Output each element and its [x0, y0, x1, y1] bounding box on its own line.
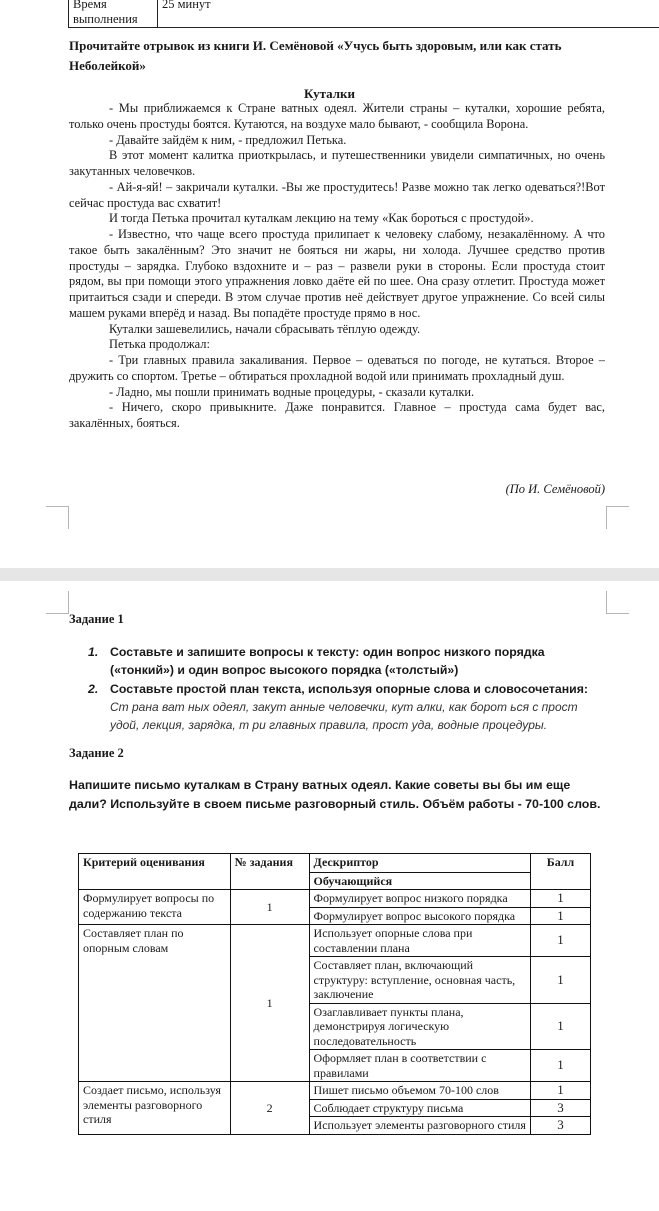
story-text [69, 101, 605, 432]
page-separator [0, 568, 659, 581]
criterion-cell: Составляет план по опорным словам [79, 925, 231, 1082]
header-descriptor: Дескриптор [309, 854, 531, 873]
descriptor-cell: Использует опорные слова при составлении плана [309, 925, 531, 957]
page-corner-mark [46, 591, 69, 614]
task1-list [88, 643, 608, 735]
reading-instruction: Прочитайте отрывок из книги И. Семёновой «Учусь быть здоровым, или как стать Неболейкой» [69, 38, 562, 73]
score-cell: 3 [531, 1117, 591, 1135]
page-corner-mark [606, 591, 629, 614]
task1-keywords: Ст рана ват ных одеял, закут анные человечки, кут алки, как борот ься с прост удой, лекция, зарядка, т ри главных правила, прост уда, водные процедуры. [110, 700, 578, 732]
story-paragraph: В этот момент калитка приоткрылась, и путешественники увидели симпатичных, но очень закутанных человечков. [69, 148, 605, 178]
score-cell: 1 [531, 907, 591, 925]
task1-item [88, 643, 608, 679]
task1-item [88, 680, 608, 734]
header-student: Обучающийся [309, 872, 531, 890]
story-paragraph: - Ай-я-яй! – закричали куталки. -Вы же простудитесь! Разве можно так легко одеваться?!Вот сейчас простуда вас схватит! [69, 179, 605, 210]
score-cell: 1 [531, 925, 591, 957]
score-cell: 1 [531, 890, 591, 908]
story-paragraph: - Три главных правила закаливания. Первое – одеваться по погоде, не кутаться. Второе – дружить со спортом. Третье – обтираться прохладной водой или принимать прохладный душ. [69, 353, 605, 383]
criterion-cell: Создает письмо, используя элементы разговорного стиля [79, 1082, 231, 1135]
criterion-cell: Формулирует вопросы по содержанию текста [79, 890, 231, 925]
score-cell: 1 [531, 957, 591, 1004]
time-value: 25 минут [158, 0, 659, 28]
story-author: (По И. Семёновой) [505, 482, 605, 496]
time-table [68, 0, 659, 28]
story-paragraph: - Мы приближаемся к Стране ватных одеял. Жители страны – куталки, хорошие ребята, только очень простуды боятся. Кутаются, на воздухе мало бывают, - сообщила Ворона. [69, 101, 605, 131]
page-1 [0, 0, 659, 568]
story-paragraph: Куталки зашевелились, начали сбрасывать тёплую одежду. [109, 321, 421, 336]
descriptor-cell: Оформляет план в соответствии с правилами [309, 1050, 531, 1082]
descriptor-cell: Формулирует вопрос высокого порядка [309, 907, 531, 925]
story-paragraph: И тогда Петька прочитал куталкам лекцию на тему «Как бороться с простудой». [109, 211, 534, 226]
descriptor-cell: Составляет план, включающий структуру: вступление, основная часть, заключение [309, 957, 531, 1004]
task1-item-number: 1. [88, 645, 99, 659]
score-cell: 1 [531, 1082, 591, 1100]
header-criterion: Критерий оценивания [79, 854, 231, 890]
task2-title: Задание 2 [69, 746, 124, 760]
task1-item-text: Составьте простой план текста, используя опорные слова и словосочетания: [110, 682, 589, 696]
descriptor-cell: Использует элементы разговорного стиля [309, 1117, 531, 1135]
story-paragraph: - Ничего, скоро привыкните. Даже понравится. Главное – простуда сама будет вас, закалённых, бояться. [69, 400, 605, 430]
page-corner-mark [46, 506, 69, 529]
task-number-cell: 2 [230, 1082, 309, 1135]
page-corner-mark [606, 506, 629, 529]
descriptor-cell: Соблюдает структуру письма [309, 1099, 531, 1117]
descriptor-cell: Пишет письмо объемом 70-100 слов [309, 1082, 531, 1100]
task2-text: Напишите письмо куталкам в Страну ватных одеял. Какие советы вы бы им еще дали? Используйте в своем письме разговорный стиль. Объём работы - 70-100 слов. [69, 778, 601, 811]
task-number-cell: 1 [230, 925, 309, 1082]
task-number-cell: 1 [230, 890, 309, 925]
story-paragraph: - Ладно, мы пошли принимать водные процедуры, - сказали куталки. [109, 384, 475, 399]
story-paragraph: - Давайте зайдём к ним, - предложил Петька. [109, 132, 347, 147]
score-cell: 1 [531, 1050, 591, 1082]
score-cell: 1 [531, 1003, 591, 1050]
criteria-table [78, 853, 591, 1135]
story-paragraph: Петька продолжал: [109, 337, 210, 352]
header-score: Балл [531, 854, 591, 890]
header-task-number: № задания [230, 854, 309, 890]
task1-item-number: 2. [88, 682, 99, 696]
score-cell: 3 [531, 1099, 591, 1117]
time-label: Время выполнения [69, 0, 158, 28]
story-title: Куталки [303, 86, 356, 101]
descriptor-cell: Формулирует вопрос низкого порядка [309, 890, 531, 908]
task1-item-text: Составьте и запишите вопросы к тексту: один вопрос низкого порядка («тонкий») и один вопрос высокого порядка («толстый») [110, 645, 545, 677]
descriptor-cell: Озаглавливает пункты плана, демонстрируя логическую последовательность [309, 1003, 531, 1050]
task1-title: Задание 1 [69, 612, 124, 626]
story-paragraph: - Известно, что чаще всего простуда прилипает к человеку слабому, незакалённому. А что такое быть закалённым? Это значит не бояться ни жары, ни холода. Лучшее средство против простуды – зарядка. Глубоко вздохните и – раз – развели руки в стороны. Если простуда стоит рядом, вы при помощи этого упражнения ловко даёте ей по шее. Она сразу отлетит. Простуда может притаиться сзади и спереди. В этом случае против неё действует другое упражнение. Со всей силы машем руками вперёд и назад. Вы попадёте простуде прямо в нос. [69, 227, 605, 320]
